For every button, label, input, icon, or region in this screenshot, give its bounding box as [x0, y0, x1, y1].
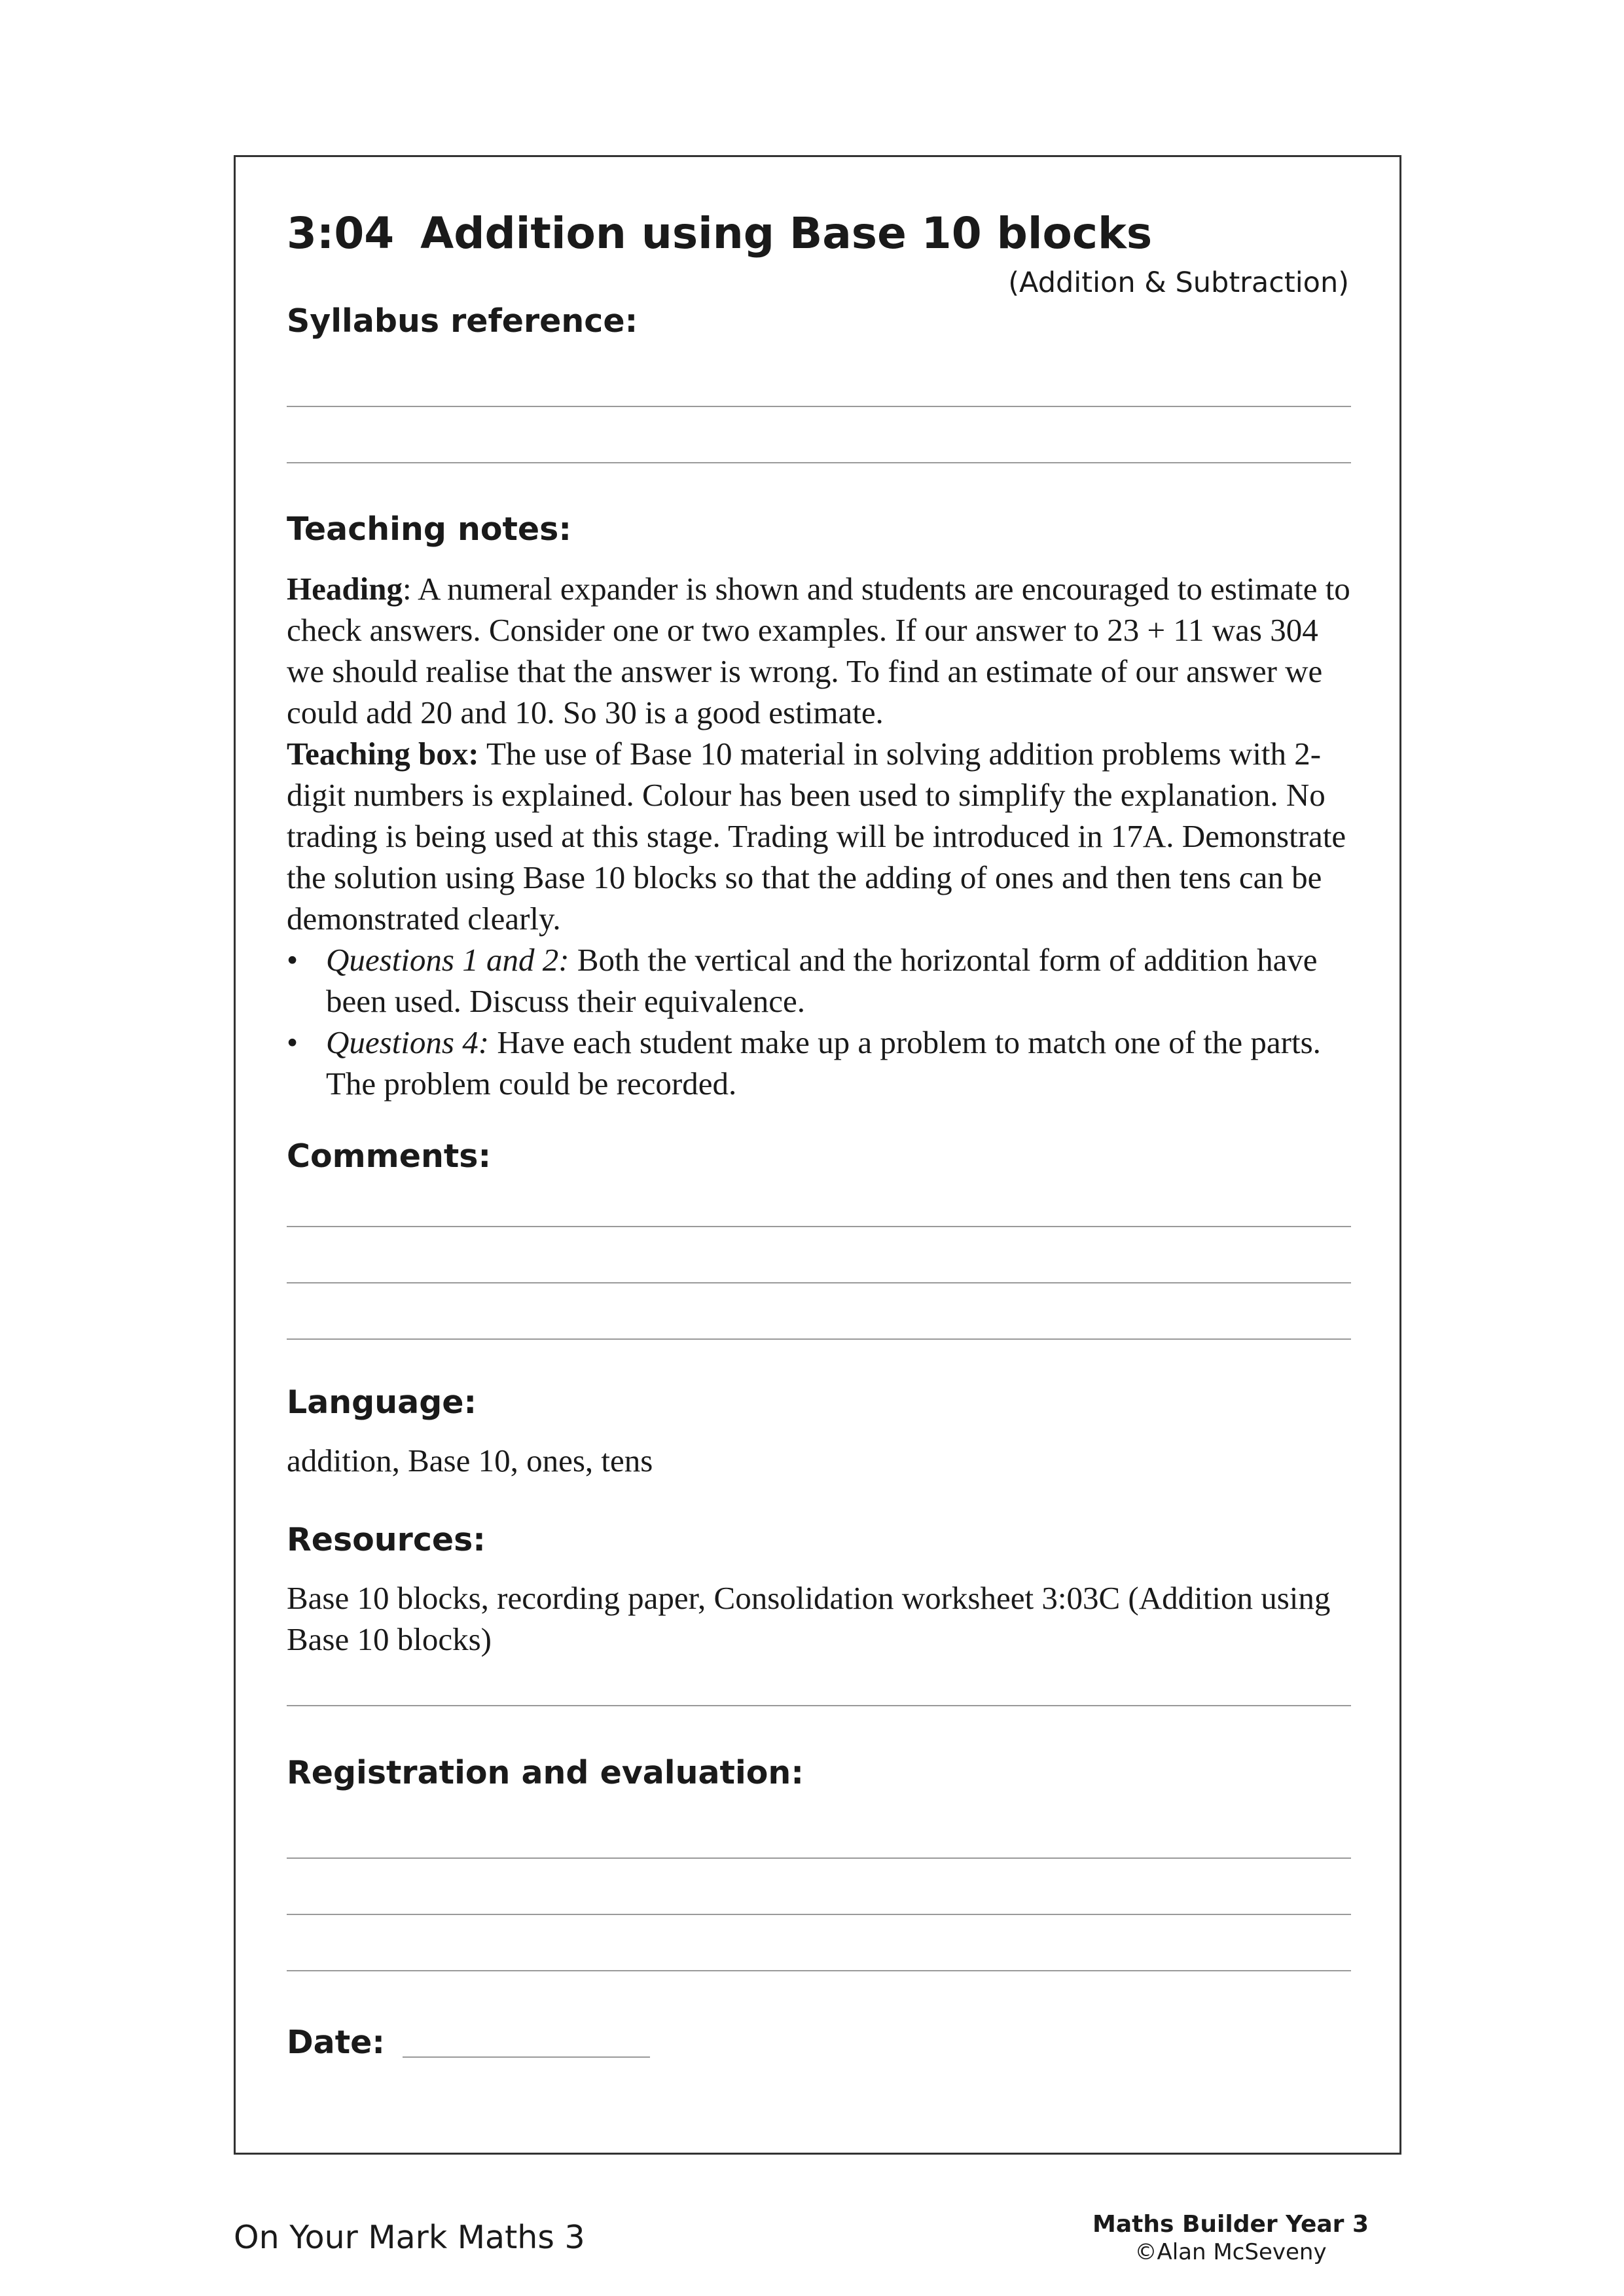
syllabus-line-2[interactable] [287, 462, 1351, 463]
resources-text: Base 10 blocks, recording paper, Consolidation worksheet 3:03C (Addition using Base 10 blocks) [287, 1580, 1331, 1657]
bullet-marker: • [287, 1024, 298, 1060]
comments-line-3[interactable] [287, 1338, 1351, 1340]
teaching-box-term: Teaching box: [287, 736, 479, 772]
footer-left: On Your Mark Maths 3 [234, 2219, 585, 2256]
teaching-notes-label: Teaching notes: [287, 511, 571, 548]
language-label: Language: [287, 1384, 477, 1421]
lesson-number: 3:04 [287, 208, 395, 259]
comments-label: Comments: [287, 1138, 492, 1175]
page-title [287, 208, 1152, 259]
bullet-item [287, 939, 1360, 1022]
footer-right [1092, 2211, 1369, 2265]
syllabus-line-1[interactable] [287, 406, 1351, 407]
footer-copyright: ©Alan McSeveny [1134, 2239, 1327, 2265]
bullet-marker: • [287, 942, 298, 978]
registration-line-1[interactable] [287, 1857, 1351, 1859]
registration-line-3[interactable] [287, 1970, 1351, 1971]
bullet-item [287, 1022, 1360, 1104]
registration-label: Registration and evaluation: [287, 1754, 804, 1791]
resources-line[interactable] [287, 1705, 1351, 1706]
bullet-lead: Questions 1 and 2: [326, 942, 569, 978]
comments-line-2[interactable] [287, 1282, 1351, 1283]
heading-paragraph [287, 568, 1360, 733]
registration-line-2[interactable] [287, 1914, 1351, 1915]
bullet-lead: Questions 4: [326, 1024, 490, 1060]
teaching-notes-body [287, 568, 1360, 1104]
comments-line-1[interactable] [287, 1226, 1351, 1227]
bullet-text: Have each student make up a problem to match one of the parts. The problem could be recorded. [326, 1024, 1321, 1102]
teaching-box-text: The use of Base 10 material in solving addition problems with 2-digit numbers is explained. Colour has been used to simplify the explanation. No trading is being used at this stage. Trading will be introduced in 17A. Demonstrate the solution using Base 10 blocks so that the adding of ones and then tens can be demonstrated clearly. [287, 736, 1346, 937]
lesson-title: Addition using Base 10 blocks [420, 208, 1153, 259]
resources-label: Resources: [287, 1521, 486, 1558]
strand-label: (Addition & Subtraction) [1008, 266, 1349, 299]
date-label: Date: [287, 2024, 385, 2061]
heading-term: Heading [287, 571, 403, 607]
teaching-box-paragraph [287, 733, 1360, 939]
language-text: addition, Base 10, ones, tens [287, 1443, 653, 1479]
syllabus-reference-label: Syllabus reference: [287, 302, 638, 340]
footer-book-title: Maths Builder Year 3 [1092, 2211, 1369, 2238]
heading-text: : A numeral expander is shown and students are encouraged to estimate to check answers. Consider one or two examples. If our answer to 23 + 11 was 304 we should realise that the answer is wrong. To find an estimate of our answer we could add 20 and 10. So 30 is a good estimate. [287, 571, 1350, 730]
bullet-text: Both the vertical and the horizontal form of addition have been used. Discuss their equivalence. [326, 942, 1318, 1019]
date-line[interactable] [403, 2056, 650, 2058]
